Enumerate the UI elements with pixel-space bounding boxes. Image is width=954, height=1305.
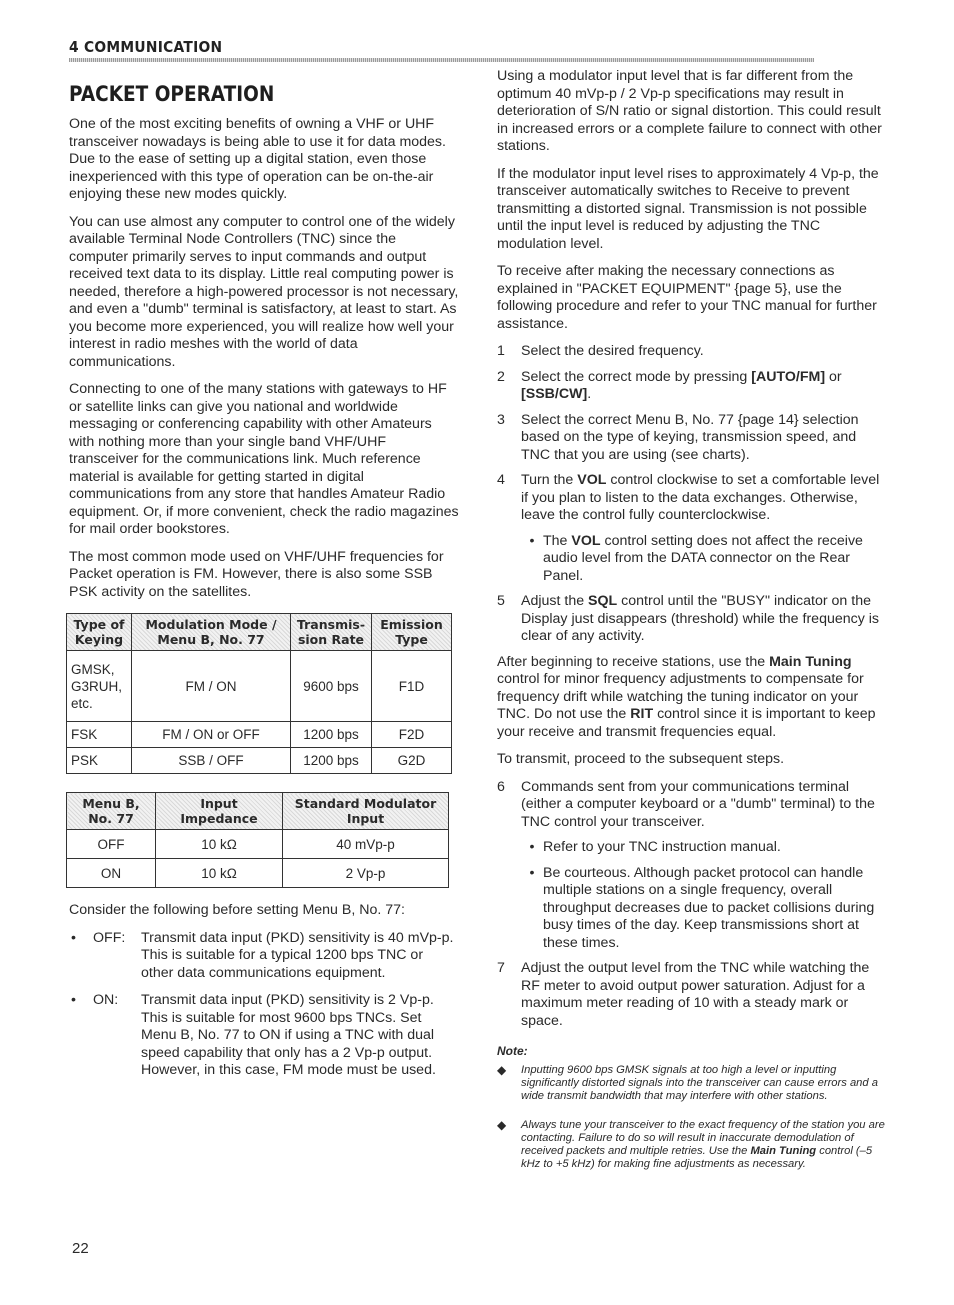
level-paragraph: If the modulator input level rises to approximately 4 Vp-p, the transceiver automatically switches to Receive to prevent transmitting a distorted signal. Transmission is not possible until the input level is reduced by adjusting the TNC modulation level. bbox=[497, 165, 879, 252]
bullet-icon: • bbox=[529, 532, 535, 549]
tuning-paragraph bbox=[497, 654, 887, 742]
table-cell: 1200 bps bbox=[291, 722, 372, 748]
table-cell: 40 mVp-p bbox=[283, 830, 449, 859]
text-run: Adjust the bbox=[521, 593, 589, 609]
key-label: RIT bbox=[630, 706, 654, 722]
table-header: Menu B, No. 77 bbox=[67, 793, 156, 830]
note-item bbox=[497, 1119, 887, 1171]
text-run: control for minor frequency adjustments to compensate for frequency drift while watching the tuning indicator on your TNC. Do not use the bbox=[497, 671, 864, 722]
key-label: VOL bbox=[571, 532, 601, 549]
bullet-icon: • bbox=[529, 864, 535, 881]
text-run: control clockwise to set a comfortable level if you plan to listen to the data exchanges. Otherwise, leave the control fully counterclockwise. bbox=[521, 472, 880, 523]
step-number: 7 bbox=[497, 960, 505, 976]
step-text bbox=[521, 472, 887, 525]
table-cell: F2D bbox=[372, 722, 452, 748]
keying-table bbox=[66, 613, 452, 774]
step-4-subitem bbox=[521, 533, 887, 586]
table-row bbox=[67, 748, 452, 774]
list-term: OFF: bbox=[93, 929, 126, 946]
table-cell: 1200 bps bbox=[291, 748, 372, 774]
receive-paragraph: To receive after making the necessary connections as explained in "PACKET EQUIPMENT" {page 5}, use the following procedure and refer to your TNC manual for further assistance. bbox=[497, 263, 877, 332]
impedance-table bbox=[66, 792, 449, 888]
step-text bbox=[521, 369, 887, 404]
text-run: or bbox=[825, 368, 842, 385]
mode-paragraph: The most common mode used on VHF/UHF frequencies for Packet operation is FM. However, there is also some SSB PSK activity on the satellites. bbox=[69, 548, 444, 600]
step-number: 6 bbox=[497, 778, 505, 795]
note-text: Inputting 9600 bps GMSK signals at too high a level or inputting significantly distorted signals into the transceiver can cause errors and a wide transmit bandwidth that may interfere with other stations. bbox=[521, 1064, 878, 1102]
list-item bbox=[69, 992, 459, 1080]
step-6-subitem bbox=[521, 865, 887, 953]
step-text: Select the desired frequency. bbox=[521, 343, 704, 359]
right-column bbox=[497, 68, 887, 1187]
step-number: 3 bbox=[497, 411, 505, 428]
note-text bbox=[521, 1119, 887, 1171]
list-text: Transmit data input (PKD) sensitivity is 2 Vp-p. This is suitable for most 9600 bps TNCs. Set Menu B, No. 77 to ON if using a TNC with dual speed capability that only has a 2 Vp-p output. However, in this case, FM mode must be used. bbox=[141, 992, 436, 1078]
table-cell: OFF bbox=[67, 830, 156, 859]
step-text bbox=[521, 593, 887, 646]
table-cell: GMSK, G3RUH, etc. bbox=[67, 651, 132, 722]
intro-paragraph: One of the most exciting benefits of owning a VHF or UHF transceiver nowadays is being able to use it for data modes. Due to the ease of setting up a digital station, even those inexperienced with this type of operation can be on-the-air enjoying these new modes quickly. bbox=[69, 116, 446, 202]
text-run: Always tune your transceiver to the exact frequency of the station you are contacting. Failure to do so will result in inaccurate demodulation of received packets and multiple retries. Use the bbox=[521, 1119, 885, 1157]
table-cell: G2D bbox=[372, 748, 452, 774]
table-cell: 2 Vp-p bbox=[283, 859, 449, 888]
list-item bbox=[69, 930, 459, 983]
step-text: Select the correct Menu B, No. 77 {page 14} selection based on the type of keying, transmission speed, and TNC that you are using (see charts). bbox=[521, 411, 859, 463]
table-row bbox=[67, 859, 449, 888]
table-cell: FM / ON or OFF bbox=[132, 722, 291, 748]
table-cell: SSB / OFF bbox=[132, 748, 291, 774]
list-text: Transmit data input (PKD) sensitivity is 40 mVp-p. This is suitable for a typical 1200 bps TNC or other data communications equipment. bbox=[141, 929, 454, 981]
table-header: Input Impedance bbox=[156, 793, 283, 830]
page-title: PACKET OPERATION bbox=[69, 82, 275, 106]
note-label: Note: bbox=[497, 1044, 528, 1058]
sub-text: Refer to your TNC instruction manual. bbox=[543, 839, 781, 855]
table-header: Emission Type bbox=[372, 614, 452, 651]
table-cell: 9600 bps bbox=[291, 651, 372, 722]
note-item bbox=[497, 1064, 887, 1103]
text-run: control (–5 kHz to +5 kHz) for making fine adjustments as necessary. bbox=[521, 1145, 873, 1170]
table-cell: FM / ON bbox=[132, 651, 291, 722]
step-text: Adjust the output level from the TNC while watching the RF meter to avoid output power saturation. Adjust for a maximum meter reading of 10 with a steady mark or space. bbox=[521, 960, 870, 1029]
computer-paragraph: You can use almost any computer to control one of the widely available Terminal Node Controllers (TNC) since the computer primarily serves to input commands and output received text data to its display. Little real computing power is needed, therefore a high-powered processor is not necessary, and even a "dumb" terminal is satisfactory, at least to start. As you become more experienced, you will realize how well your interest in radio meshes with the world of data communications. bbox=[69, 213, 459, 370]
table-cell: 10 kΩ bbox=[156, 859, 283, 888]
step-number: 4 bbox=[497, 472, 505, 488]
table-header: Transmis-sion Rate bbox=[291, 614, 372, 651]
modulator-paragraph: Using a modulator input level that is far different from the optimum 40 mVp-p / 2 Vp-p specifications may result in deterioration of S/N ratio or signal distortion. This could result in increased errors or a complete failure to connect with other stations. bbox=[497, 68, 882, 154]
table-header: Modulation Mode / Menu B, No. 77 bbox=[132, 614, 291, 651]
table-header: Type of Keying bbox=[67, 614, 132, 651]
text-run: . bbox=[587, 386, 592, 402]
step-text: Commands sent from your communications terminal (either a computer keyboard or a "dumb" terminal) to the TNC control your transceiver. bbox=[521, 778, 875, 830]
step-number: 5 bbox=[497, 593, 505, 609]
key-label: SQL bbox=[588, 593, 618, 609]
text-run: control setting does not affect the receive audio level from the DATA connector on the Rear Panel. bbox=[543, 532, 863, 584]
step-4 bbox=[497, 472, 887, 525]
text-run: control since it is important to keep your receive and transmit frequencies equal. bbox=[497, 706, 876, 740]
table-row bbox=[67, 722, 452, 748]
key-label: Main Tuning bbox=[750, 1145, 817, 1157]
table-cell: F1D bbox=[372, 651, 452, 722]
step-6 bbox=[497, 779, 887, 832]
key-label: VOL bbox=[577, 472, 607, 488]
text-run: After beginning to receive stations, use the bbox=[497, 653, 770, 670]
table-cell: PSK bbox=[67, 748, 132, 774]
text-run: Select the correct mode by pressing bbox=[521, 368, 752, 385]
list-term: ON: bbox=[93, 992, 119, 1008]
table-row bbox=[67, 651, 452, 722]
diamond-bullet-icon: ◆ bbox=[497, 1063, 507, 1077]
sub-text: Be courteous. Although packet protocol can handle multiple stations on a single frequency, overall throughput decreases due to packet collisions during busy times of the day. Keep transmissions short at these times. bbox=[543, 864, 875, 951]
table-cell: FSK bbox=[67, 722, 132, 748]
step-1 bbox=[497, 343, 887, 361]
sub-text bbox=[543, 533, 887, 586]
page-number: 22 bbox=[72, 1240, 89, 1257]
bullet-icon: • bbox=[529, 839, 535, 855]
gateway-paragraph: Connecting to one of the many stations with gateways to HF or satellite links can give you national and worldwide messaging or conferencing capability with other Amateurs with nothing more than your single band VHF/UHF transceiver for the communications link. Much reference material is available for getting started in digital communications from any store that handles Amateur Radio equipment. Or, if more convenient, check the radio magazines for mail order bookstores. bbox=[69, 381, 459, 537]
table-header: Standard Modulator Input bbox=[283, 793, 449, 830]
text-run: control until the "BUSY" indicator on the Display just disappears (threshold) while the frequency is clear of any activity. bbox=[521, 593, 880, 644]
step-2 bbox=[497, 369, 887, 404]
table-cell: ON bbox=[67, 859, 156, 888]
consider-text: Consider the following before setting Menu B, No. 77: bbox=[69, 902, 405, 918]
table-row bbox=[67, 830, 449, 859]
section-heading: 4 COMMUNICATION bbox=[69, 38, 223, 56]
key-label: Main Tuning bbox=[769, 653, 852, 670]
diamond-bullet-icon: ◆ bbox=[497, 1118, 507, 1132]
step-6-subitem bbox=[521, 839, 887, 857]
key-label: [AUTO/FM] bbox=[751, 368, 826, 385]
key-label: [SSB/CW] bbox=[521, 386, 588, 402]
step-7 bbox=[497, 960, 887, 1030]
text-run: Turn the bbox=[521, 472, 578, 488]
text-run: The bbox=[543, 532, 572, 549]
step-3 bbox=[497, 412, 887, 465]
bullet-icon: • bbox=[71, 992, 76, 1008]
bullet-icon: • bbox=[71, 929, 76, 946]
step-5 bbox=[497, 593, 887, 646]
table-cell: 10 kΩ bbox=[156, 830, 283, 859]
step-number: 2 bbox=[497, 368, 505, 385]
step-number: 1 bbox=[497, 343, 505, 359]
left-column bbox=[69, 38, 459, 1090]
transmit-paragraph: To transmit, proceed to the subsequent steps. bbox=[497, 751, 785, 767]
